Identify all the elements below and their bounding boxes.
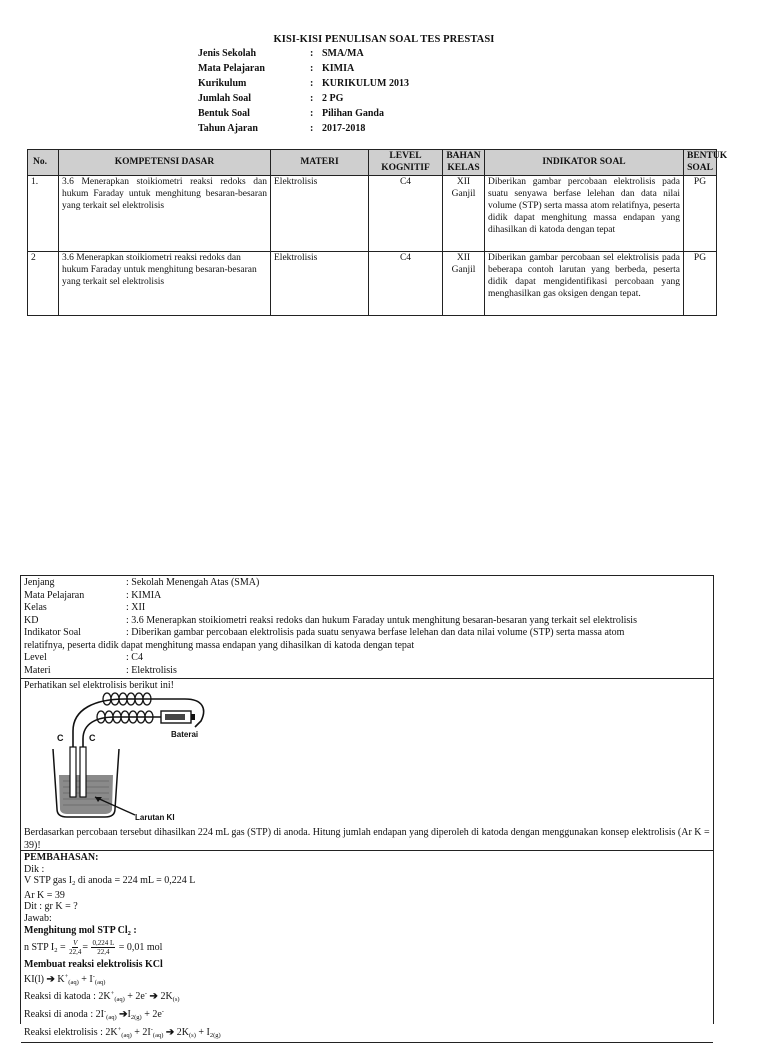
electrolysis-cell-figure	[35, 691, 225, 821]
solution-dik: Dik :	[24, 863, 45, 875]
v-stp-text: V STP gas I	[24, 875, 73, 887]
anode-label: Reaksi di anoda : 2I	[24, 1008, 104, 1020]
meta-label: Materi	[24, 664, 51, 676]
meta-value: : Elektrolisis	[126, 664, 177, 676]
question-intro: Perhatikan sel elektrolisis berikut ini!	[24, 680, 174, 691]
question-section	[21, 679, 713, 851]
mol-heading	[24, 925, 710, 940]
meta-label: KD	[24, 614, 39, 626]
reaction-heading: Membuat reaksi elektrolisis KCl	[24, 959, 163, 971]
identity-colon: :	[310, 48, 314, 60]
identity-colon: :	[310, 93, 314, 105]
meta-label: Indikator Soal	[24, 627, 81, 638]
electrode-left	[70, 747, 76, 797]
card-meta-section	[21, 576, 713, 679]
identity-row	[198, 107, 409, 122]
cell-kelas-line1: XII	[456, 177, 471, 187]
arrow-icon: ➔	[149, 991, 158, 1003]
solution-heading: PEMBAHASAN:	[24, 852, 99, 863]
header-bentuk-line2: SOAL	[687, 162, 713, 173]
fraction-denominator: 22,4	[69, 948, 82, 957]
mol-result: = 0,01 mol	[118, 942, 163, 954]
arrow-icon: ➔	[46, 973, 55, 985]
meta-label: Mata Pelajaran	[24, 589, 85, 601]
header-level-kognitif	[369, 150, 443, 176]
cell-kelas	[443, 176, 485, 252]
meta-label: Jenjang	[24, 577, 55, 588]
meta-value: : KIMIA	[126, 589, 162, 601]
wire-coil	[97, 693, 153, 723]
cell-kompetensi-dasar: 3.6 Menerapkan stoikiometri reaksi redoks dan hukum Faraday untuk menghitung besaran-besaran yang terkait sel elektrolisis	[59, 176, 271, 252]
identity-value: SMA/MA	[322, 48, 364, 60]
electrode-right	[80, 747, 86, 797]
solution-section	[21, 851, 713, 1043]
mol-equation: n STP $I_2$ = $\frac{V}{22,4}$ = $\frac{0,224 L}{22,4}$ = 0,01 mol	[24, 939, 163, 957]
cell-bentuk: PG	[684, 252, 717, 316]
meta-row	[24, 665, 710, 678]
fraction-denominator: 22,4	[97, 948, 110, 957]
cell-kelas-line2: Ganjil	[451, 188, 476, 199]
header-bentuk-soal	[684, 150, 728, 176]
meta-row	[24, 615, 710, 628]
solution-jawab: Jawab:	[24, 912, 52, 924]
header-bentuk-line1: BENTUK	[687, 151, 728, 162]
identity-colon: :	[310, 123, 314, 135]
meta-value: : Diberikan gambar percobaan elektrolisis pada suatu senyawa berfase lelehan dan data nilai volume (STP) serta massa atom	[126, 627, 625, 638]
identity-colon: :	[310, 108, 314, 120]
identity-value: KURIKULUM 2013	[322, 78, 409, 90]
identity-value: KIMIA	[322, 63, 355, 75]
header-materi: MATERI	[271, 150, 369, 176]
dissociation-equation: KI(l) ➔ $K^+_{(aq)} + I^-_{(aq)}$	[24, 972, 106, 986]
meta-value: : Sekolah Menengah Atas (SMA)	[126, 577, 260, 588]
table-row	[28, 252, 717, 316]
dissociation-left: KI(l)	[24, 973, 47, 985]
header-bahan-line1: BAHAN	[446, 151, 481, 162]
cell-kelas-line2: Ganjil	[451, 264, 476, 275]
electrode-left-label: C	[57, 733, 64, 743]
header-bahan-kelas	[443, 150, 485, 176]
identity-label: Kurikulum	[198, 78, 247, 90]
header-no: No.	[28, 150, 59, 176]
table-row	[28, 176, 717, 252]
n-stp-sub: 2	[54, 947, 58, 955]
fraction-v-over-22-4	[69, 939, 81, 956]
equals-sign: =	[57, 942, 69, 954]
cathode-reaction: Reaksi di katoda : $2K^+_{(aq)} + 2e^-$ ➔ $2K_{(s)}$	[24, 990, 180, 1004]
meta-row	[24, 577, 710, 590]
cell-no: 2	[28, 252, 59, 316]
meta-label: Level	[24, 652, 47, 663]
cell-indikator: Diberikan gambar percobaan sel elektrolisis pada beberapa contoh larutan yang berbeda, peserta didik dapat mengidentifikasi percobaan yang menghasilkan gas oksigen dengan tepat.	[485, 252, 684, 316]
meta-value: : 3.6 Menerapkan stoikiometri reaksi redoks dan hukum Faraday untuk menghitung besaran-besaran yang terkait sel elektrolisis	[126, 614, 637, 626]
meta-rows	[24, 577, 710, 627]
identity-colon: :	[310, 63, 314, 75]
cell-materi: Elektrolisis	[271, 176, 369, 252]
identity-block	[198, 47, 409, 137]
anode-reaction: Reaksi di anoda : $2I^-_{(aq)}$ $➔I_{2(g)} + 2e^-$	[24, 1007, 164, 1021]
identity-row	[198, 92, 409, 107]
identity-label: Tahun Ajaran	[198, 123, 258, 135]
electrode-right-label: C	[89, 733, 96, 743]
solution-dit: Dit : gr K = ?	[24, 901, 78, 913]
cell-kelas	[443, 252, 485, 316]
cell-no: 1.	[28, 176, 59, 252]
cell-level: C4	[369, 252, 443, 316]
solution-v-stp	[24, 875, 710, 890]
table-header-row	[28, 150, 717, 176]
v-stp-sub: 2	[72, 880, 76, 888]
header-kompetensi-dasar: KOMPETENSI DASAR	[59, 150, 271, 176]
fraction-numerator: V	[73, 939, 78, 948]
mol-heading-end: :	[130, 924, 137, 936]
identity-value: 2 PG	[322, 93, 344, 105]
identity-label: Mata Pelajaran	[198, 63, 265, 75]
overall-label: Reaksi elektrolisis : 2K	[24, 1026, 118, 1038]
kisi-kisi-table	[27, 149, 728, 316]
identity-label: Jenis Sekolah	[198, 48, 257, 60]
dissociation-right: K	[54, 973, 65, 985]
cell-kompetensi-dasar: 3.6 Menerapkan stoikiometri reaksi redoks dan hukum Faraday untuk menghitung besaran-besaran yang terkait sel elektrolisis	[59, 252, 271, 316]
identity-value: Pilihan Ganda	[322, 108, 384, 120]
cell-bentuk: PG	[684, 176, 717, 252]
question-card	[20, 575, 714, 1039]
header-indikator-soal: INDIKATOR SOAL	[485, 150, 684, 176]
identity-label: Bentuk Soal	[198, 108, 250, 120]
header-bahan-line2: KELAS	[447, 162, 480, 173]
meta-value: : XII	[126, 602, 146, 613]
fraction-value	[91, 939, 115, 956]
cell-materi: Elektrolisis	[271, 252, 369, 316]
identity-row	[198, 62, 409, 77]
header-level-line1: LEVEL	[389, 151, 422, 162]
meta-value: : C4	[126, 652, 143, 663]
battery-label: Baterai	[171, 730, 199, 739]
mol-heading-sub: 2	[127, 929, 131, 937]
header-level-line2: KOGNITIF	[381, 162, 430, 173]
meta-row-indikator	[24, 627, 710, 640]
meta-row	[24, 602, 710, 615]
v-stp-rest: di anoda = 224 mL = 0,224 L	[75, 875, 196, 887]
overall-reaction: Reaksi elektrolisis : $2K^+_{(aq)} + 2I^-_{(aq)}$ ➔ $2K_{(s)} + I_{2(g)}$	[24, 1025, 221, 1039]
meta-label: Kelas	[24, 602, 47, 613]
document-title: KISI-KISI PENULISAN SOAL TES PRESTASI	[273, 34, 495, 45]
meta-rows-2	[24, 652, 710, 677]
arrow-icon: ➔	[165, 1026, 175, 1038]
cathode-label: Reaksi di katoda : 2K	[24, 991, 111, 1003]
meta-row	[24, 590, 710, 603]
fraction-numerator: 0,224 L	[92, 939, 115, 948]
mol-heading-text: Menghitung mol STP Cl	[24, 924, 128, 936]
arrow-icon: ➔	[119, 1008, 128, 1020]
cell-kelas-line1: XII	[456, 253, 471, 263]
question-text: Berdasarkan percobaan tersebut dihasilkan 224 mL gas (STP) di anoda. Hitung jumlah endapan yang diperoleh di katoda dengan menggunakan konsep elektrolisis (Ar K = 39)!	[24, 827, 710, 851]
cell-level: C4	[369, 176, 443, 252]
cell-indikator: Diberikan gambar percobaan elektrolisis pada suatu senyawa berfase lelehan dan data nilai volume (STP) serta massa atom relatifnya, peserta didik dapat menghitung massa endapan yang dihasilkan di katoda dengan tepat	[485, 176, 684, 252]
meta-indikator-continuation: relatifnya, peserta didik dapat menghitung massa endapan yang dihasilkan di katoda dengan tepat	[24, 639, 415, 651]
identity-colon: :	[310, 78, 314, 90]
identity-label: Jumlah Soal	[198, 93, 252, 105]
identity-value: 2017-2018	[322, 123, 366, 135]
identity-row	[198, 47, 409, 62]
circuit-wire	[83, 717, 175, 771]
n-stp-text: n STP I	[24, 942, 55, 954]
solution-label: Larutan KI	[135, 813, 175, 822]
meta-row	[24, 652, 710, 665]
identity-row	[198, 77, 409, 92]
solution-ar: Ar K = 39	[24, 889, 65, 901]
identity-row	[198, 122, 409, 137]
